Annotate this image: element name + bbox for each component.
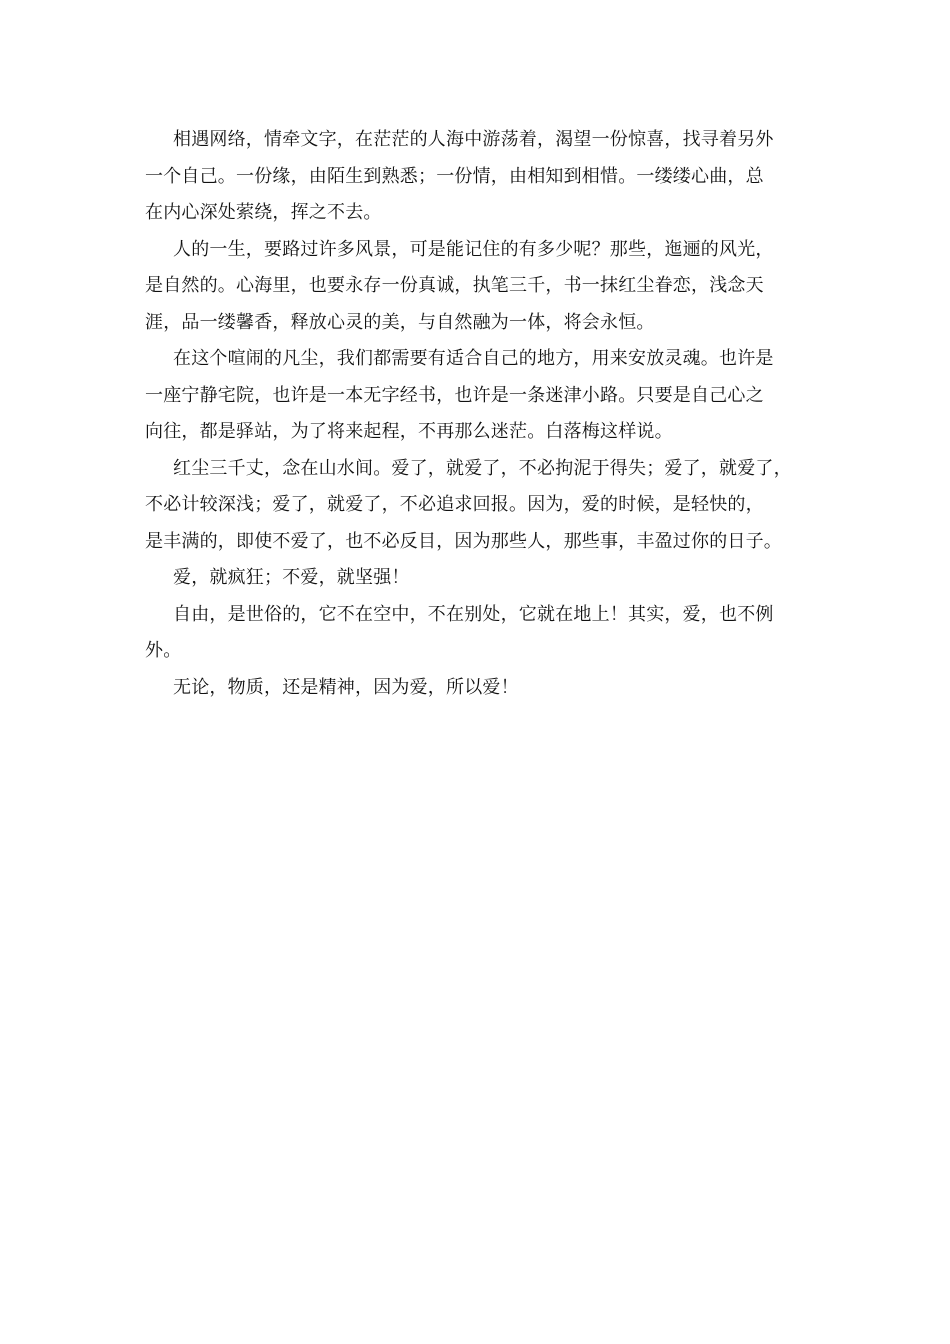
paragraph-line: 爱，就疯狂；不爱，就坚强！ xyxy=(173,567,410,588)
paragraph-line: 在这个喧闹的凡尘，我们都需要有适合自己的地方，用来安放灵魂。也许是 xyxy=(173,348,774,369)
document-body xyxy=(145,122,815,706)
paragraph-line: 是自然的。心海里，也要永存一份真诚，执笔三千，书一抹红尘眷恋，浅念天 xyxy=(145,275,764,296)
paragraph-4 xyxy=(145,451,815,561)
paragraph-1 xyxy=(145,122,815,232)
paragraph-line: 涯，品一缕馨香，释放心灵的美，与自然融为一体，将会永恒。 xyxy=(145,311,655,333)
paragraph-line: 不必计较深浅；爱了，就爱了，不必追求回报。因为，爱的时候，是轻快的， xyxy=(145,494,764,515)
paragraph-line: 是丰满的，即使不爱了，也不必反目，因为那些人，那些事，丰盈过你的日子。 xyxy=(145,530,782,552)
paragraph-line: 自由，是世俗的，它不在空中，不在别处，它就在地上！其实，爱，也不例 xyxy=(173,603,774,625)
paragraph-line: 红尘三千丈，念在山水间。爱了，就爱了，不必拘泥于得失；爱了，就爱了， xyxy=(173,457,792,479)
paragraph-line: 外。 xyxy=(145,640,182,661)
paragraph-line: 无论，物质，还是精神，因为爱，所以爱！ xyxy=(173,676,519,698)
paragraph-line: 向往，都是驿站，为了将来起程，不再那么迷茫。白落梅这样说。 xyxy=(145,421,673,442)
paragraph-line: 相遇网络，情牵文字，在茫茫的人海中游荡着，渴望一份惊喜，找寻着另外 xyxy=(173,129,774,150)
paragraph-2 xyxy=(145,232,815,342)
paragraph-line: 一座宁静宅院，也许是一本无字经书，也许是一条迷津小路。只要是自己心之 xyxy=(145,384,764,406)
paragraph-6 xyxy=(145,597,815,670)
paragraph-line: 在内心深处萦绕，挥之不去。 xyxy=(145,202,382,223)
paragraph-3 xyxy=(145,341,815,451)
paragraph-line: 人的一生，要路过许多风景，可是能记住的有多少呢？那些，迤逦的风光， xyxy=(173,238,774,260)
paragraph-5 xyxy=(145,560,815,597)
paragraph-line: 一个自己。一份缘，由陌生到熟悉；一份情，由相知到相惜。一缕缕心曲，总 xyxy=(145,165,764,187)
paragraph-7 xyxy=(145,670,815,707)
